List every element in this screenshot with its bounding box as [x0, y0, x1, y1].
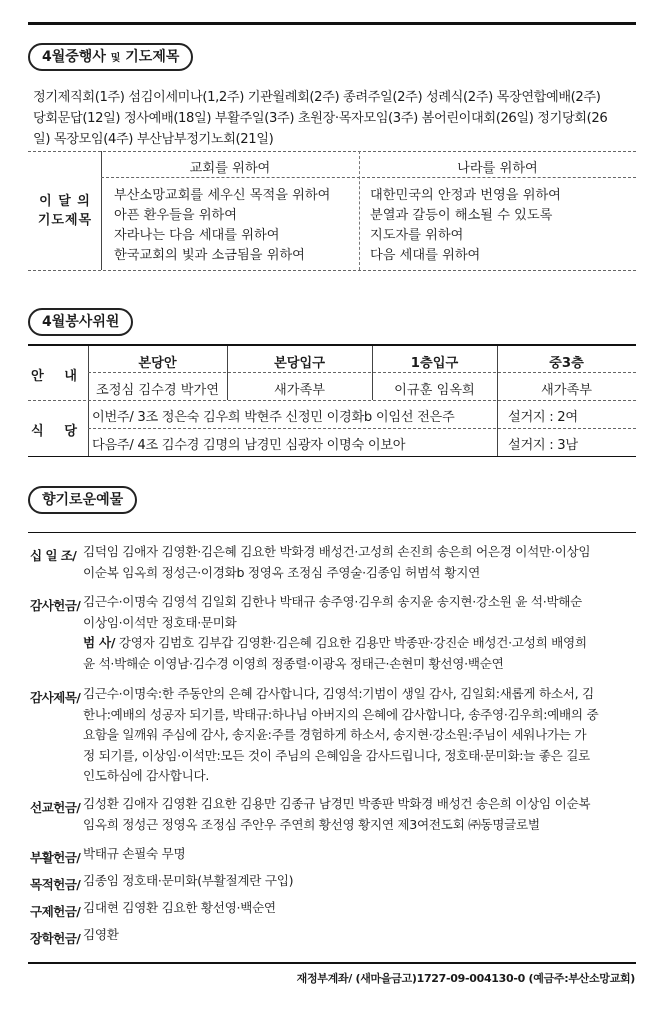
events-line: 당회문답(12일) 정사예배(18일) 부활주일(3주) 초원장·목자모임(3주) 봄어린이대회(26일) 정기당회(26 [33, 111, 608, 126]
list-item: 다음 세대를 위하여 [370, 248, 481, 263]
guide-cell: 새가족부 [541, 383, 592, 398]
service-section-title: 4월봉사위원 [28, 308, 133, 336]
cafe-next-week-dishes: 설거지 : 3남 [508, 438, 578, 453]
column-header: 본당입구 [274, 356, 325, 371]
cafe-next-week: 다음주/ 4조 김수경 김명의 남경민 심광자 이명숙 이보아 [92, 438, 406, 453]
prayer-label: 이 달 의 기도제목 [37, 194, 93, 228]
guide-cell: 이규훈 임옥희 [394, 383, 475, 398]
divider [28, 151, 636, 152]
offering-label: 목적헌금/ [30, 877, 81, 892]
nation-prayer-header: 나라를 위하여 [457, 161, 538, 176]
divider [101, 177, 636, 178]
offering-label: 부활헌금/ [30, 850, 81, 865]
list-item: 대한민국의 안정과 번영을 위하여 [370, 188, 561, 203]
offering-names: 김대현 김영환 김요한 황선영·백순연 [83, 900, 276, 915]
events-section-title: 4월중행사 및 기도제목 [28, 43, 193, 71]
offering-names: 김덕임 김애자 김영환·김은혜 김요한 박화경 배성건·고성희 손진희 송은희 어은경 이석만·이상임 이순복 임옥희 정성근·이경화b 정영옥 조정심 주영술·김종임 허범석 황지연 [83, 544, 591, 580]
monthly-events [33, 87, 633, 150]
events-line: 정기제직회(1주) 섬김이세미나(1,2주) 기관월례회(2주) 종려주일(2주) 성례식(2주) 목장연합예배(2주) [33, 90, 601, 105]
events-line: 일) 목장모임(4주) 부산남부정기노회(21일) [33, 132, 274, 147]
list-item: 자라나는 다음 세대를 위하여 [114, 228, 280, 243]
offering-section-title: 향기로운예물 [28, 486, 137, 514]
column-header: 1층입구 [410, 356, 459, 371]
service-top-rule [28, 344, 636, 346]
bank-account: 재정부계좌/ (새마을금고)1727-09-004130-0 (예금주:부산소망교회) [296, 972, 635, 985]
offering-label: 장학헌금/ [30, 931, 81, 946]
cafe-label: 식 당 [30, 424, 86, 439]
offering-label: 감사제목/ [30, 690, 81, 705]
cafe-this-week-dishes: 설거지 : 2여 [508, 410, 578, 425]
offering-label: 감사헌금/ [30, 598, 81, 613]
offering-names: 김근수·이명숙 김영석 김일회 김한나 박태규 송주영·김우희 송지윤 송지현·강소원 윤 석·박해순 이상임·이석만 정호태·문미화 범 사/ 강영자 김범호 김부갑 김영환·김은혜 김요한 김용만 박종판·강진순 배성건·고성희 배영희 윤 석·박해순 이영남·김수경 이영희 정종렬·이광옥 정태근·손현미 황선영·백순연 [83, 594, 587, 671]
church-prayer-list [114, 186, 330, 266]
guide-cell: 새가족부 [274, 383, 325, 398]
offering-label: 선교헌금/ [30, 800, 81, 815]
offering-label: 구제헌금/ [30, 904, 81, 919]
cafe-this-week: 이번주/ 3조 정은숙 김우희 박현주 신정민 이경화b 이임선 전은주 [92, 410, 455, 425]
offering-names: 김영환 [83, 927, 119, 942]
list-item: 아픈 환우들을 위하여 [114, 208, 238, 223]
list-item: 부산소망교회를 세우신 목적을 위하여 [114, 188, 331, 203]
offering-names: 박태규 손필숙 무명 [83, 846, 186, 861]
offering-names: 김종임 정호태·문미화(부활절계란 구입) [83, 873, 294, 888]
footer-rule [28, 962, 636, 964]
offering-notes: 김근수·이명숙:한 주동안의 은혜 감사합니다, 김영석:기범이 생일 감사, 김일회:새롭게 하소서, 김 한나:예배의 성공자 되기를, 박태규:하나님 아버지의 은혜에 감사합니다, 송주영·김우희:예배의 중 요함을 일깨워 주심에 감사, 송지윤:주를 경험하게 하소서, 송지현·강소원:주님이 세워나가는 가 정 되기를, 이상임·이석만:모든 것이 주님의 은혜임을 감사드립니다, 정호태·문미화:늘 좋은 길로 인도하심에 감사합니다. [83, 686, 599, 783]
column-header: 중3층 [549, 356, 584, 371]
offering-label: 십 일 조/ [30, 548, 77, 563]
list-item: 분열과 갈등이 해소될 수 있도록 [370, 208, 553, 223]
top-rule [28, 22, 636, 25]
divider [28, 270, 636, 271]
offering-top-rule [28, 532, 636, 533]
nation-prayer-list [370, 186, 561, 266]
offering-names: 김성환 김애자 김영환 김요한 김용만 김종규 남경민 박종판 박화경 배성건 송은희 이상임 이순복 임옥희 정성근 정영옥 조정심 주안우 주연희 황선영 황지연 제3여전도회 ㈜동명글로벌 [83, 796, 591, 832]
church-prayer-header: 교회를 위하여 [189, 161, 271, 176]
guide-cell: 조정심 김수경 박가연 [95, 383, 220, 398]
list-item: 한국교회의 빛과 소금됨을 위하여 [114, 248, 305, 263]
column-header: 본당안 [138, 356, 177, 371]
list-item: 지도자를 위하여 [370, 228, 464, 243]
guide-label: 안 내 [30, 369, 86, 384]
